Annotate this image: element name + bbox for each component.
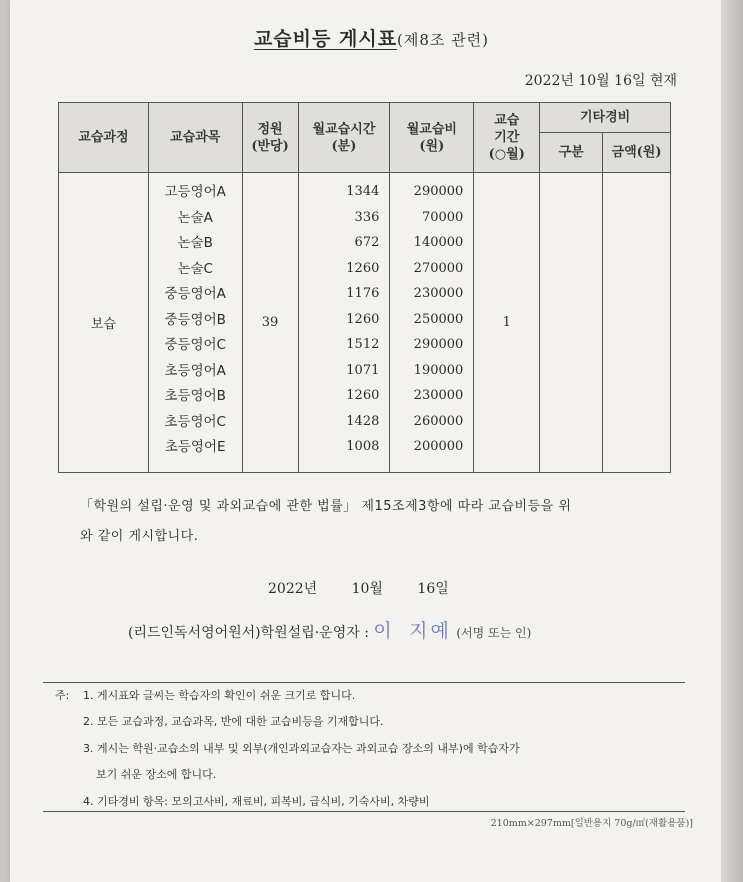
table-row-fee: 290000 — [413, 337, 464, 353]
header-fee-line1: 월교습비 — [406, 121, 457, 137]
table-row-fee: 190000 — [413, 362, 464, 378]
page-shadow — [721, 0, 743, 882]
table-row-fee: 140000 — [413, 235, 464, 251]
header-other-expenses: 기타경비 — [540, 103, 671, 133]
header-period-line1: 교습 — [494, 113, 520, 128]
header-hours-line1: 월교습시간 — [312, 121, 376, 137]
table-row-fee: 250000 — [413, 311, 464, 327]
table-row-fee: 70000 — [421, 209, 464, 225]
document-title — [0, 24, 743, 51]
table-row-minutes: 336 — [354, 209, 380, 225]
paper-spec: 210mm×297mm[일반용지 70g/㎡(재활용품)] — [490, 818, 693, 829]
sign-year: 2022년 — [268, 581, 318, 597]
header-other-category: 구분 — [540, 133, 603, 173]
notes-section — [43, 682, 685, 812]
signer-line — [128, 616, 531, 643]
table-row-subject: 초등영어C — [164, 413, 226, 430]
header-course: 교습과정 — [59, 103, 149, 173]
header-other-amount: 금액(원) — [603, 133, 671, 173]
header-hours-line2: (분) — [331, 138, 357, 154]
table-row-subject: 초등영어A — [164, 362, 226, 379]
header-capacity-line2: (반당) — [251, 138, 289, 154]
table-row-subject: 중등영어B — [164, 311, 226, 328]
header-period-line2: 기간 — [494, 130, 520, 145]
legal-statement-line1: 「학원의 설립·운영 및 과외교습에 관한 법률」 제15조제3항에 따라 교습비등을 위 — [80, 499, 572, 514]
seal-placeholder: (서명 또는 인) — [456, 626, 532, 640]
fee-table — [58, 102, 671, 473]
table-row-minutes: 1428 — [346, 413, 380, 429]
header-subject: 교습과목 — [148, 103, 242, 173]
cell-other-amount — [603, 173, 671, 473]
legal-statement — [80, 492, 680, 552]
table-row-fee: 260000 — [413, 413, 464, 429]
signature-date — [268, 578, 449, 598]
cell-period: 1 — [474, 173, 540, 473]
minutes-list — [298, 173, 390, 473]
table-row-minutes: 1008 — [346, 439, 380, 455]
signer-label: (리드인독서영어원서)학원설립·운영자 : — [128, 625, 369, 641]
table-row-fee: 230000 — [413, 388, 464, 404]
sign-month: 10월 — [351, 581, 383, 597]
table-row-fee: 230000 — [413, 286, 464, 302]
table-row-minutes: 1344 — [346, 184, 380, 200]
table-row-subject: 논술C — [177, 260, 213, 277]
title-sub: (제8조 관련) — [397, 31, 490, 49]
table-row-minutes: 1260 — [346, 388, 380, 404]
subject-list — [148, 173, 242, 473]
handwritten-signature: 이 지예 — [373, 620, 452, 642]
table-row-fee: 290000 — [413, 184, 464, 200]
table-row-minutes: 1176 — [346, 286, 380, 302]
table-row-minutes: 1512 — [346, 337, 380, 353]
table-row-subject: 논술B — [177, 235, 213, 252]
table-row-subject: 초등영어B — [164, 388, 226, 405]
table-row-minutes: 1071 — [346, 362, 380, 378]
header-hours — [298, 103, 390, 173]
title-main: 교습비등 게시표 — [253, 28, 398, 50]
cell-course: 보습 — [59, 173, 149, 473]
header-fee — [390, 103, 474, 173]
header-capacity — [242, 103, 298, 173]
legal-statement-line2: 와 같이 게시합니다. — [80, 529, 199, 544]
header-fee-line2: (원) — [419, 138, 445, 154]
table-row-subject: 중등영어C — [164, 337, 226, 354]
table-row-subject: 논술A — [177, 209, 213, 226]
table-row-minutes: 1260 — [346, 260, 380, 276]
header-period — [474, 103, 540, 173]
note-item: 3. 게시는 학원·교습소의 내부 및 외부(개인과외교습자는 과외교습 장소의 내부)에 학습자가 — [83, 742, 520, 755]
table-row-fee: 200000 — [413, 439, 464, 455]
fee-list — [390, 173, 474, 473]
table-row-subject: 중등영어A — [164, 286, 226, 303]
note-item: 4. 기타경비 항목: 모의고사비, 재료비, 피복비, 급식비, 기숙사비, 차량비 — [83, 795, 430, 808]
sign-day: 16일 — [417, 581, 449, 597]
note-item: 보기 쉬운 장소에 합니다. — [96, 768, 217, 781]
table-row-fee: 270000 — [413, 260, 464, 276]
notes-prefix: 주: — [55, 689, 70, 702]
current-date: 2022년 10월 16일 현재 — [524, 73, 677, 89]
table-row-minutes: 672 — [354, 235, 380, 251]
cell-other-category — [540, 173, 603, 473]
table-row-minutes: 1260 — [346, 311, 380, 327]
header-capacity-line1: 정원 — [257, 121, 283, 137]
cell-capacity: 39 — [242, 173, 298, 473]
table-row-subject: 고등영어A — [164, 184, 226, 201]
table-row-subject: 초등영어E — [164, 439, 226, 456]
note-item: 2. 모든 교습과정, 교습과목, 반에 대한 교습비등을 기재합니다. — [83, 715, 384, 728]
note-item: 1. 게시표와 글씨는 학습자의 확인이 쉬운 크기로 합니다. — [83, 689, 356, 702]
header-period-line3: (○월) — [488, 147, 525, 162]
